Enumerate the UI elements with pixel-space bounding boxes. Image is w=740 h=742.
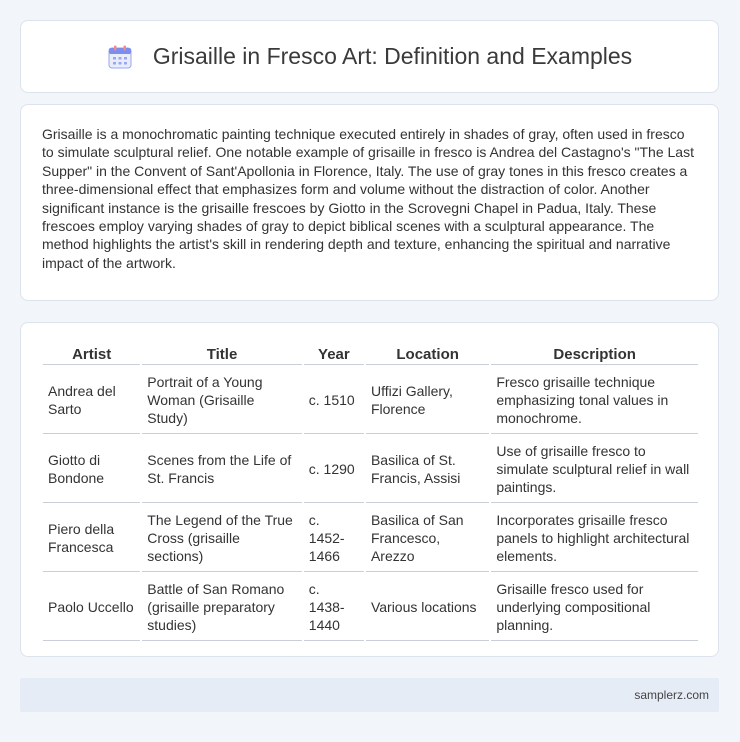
column-header-description: Description <box>491 343 698 365</box>
page-title: Grisaille in Fresco Art: Definition and Examples <box>152 43 633 69</box>
cell-location: Basilica of St. Francis, Assisi <box>366 436 489 503</box>
cell-artist: Paolo Uccello <box>43 574 140 641</box>
table-row <box>43 505 698 572</box>
footer-site-link[interactable]: samplerz.com <box>634 688 709 702</box>
cell-year: c. 1438-1440 <box>304 574 364 641</box>
footer-bar <box>20 678 719 712</box>
header <box>107 43 632 70</box>
intro-card <box>20 104 719 301</box>
cell-title: Battle of San Romano (grisaille preparatory studies) <box>142 574 301 641</box>
cell-artist: Andrea del Sarto <box>43 367 140 434</box>
cell-year: c. 1510 <box>304 367 364 434</box>
cell-year: c. 1452-1466 <box>304 505 364 572</box>
cell-description: Grisaille fresco used for underlying compositional planning. <box>491 574 698 641</box>
cell-description: Use of grisaille fresco to simulate sculptural relief in wall paintings. <box>491 436 698 503</box>
intro-paragraph: Grisaille is a monochromatic painting technique executed entirely in shades of gray, often used in fresco to simulate sculptural relief. One notable example of grisaille in fresco is Andrea del Castagno's "The Last Supper" in the Convent of Sant'Apollonia in Florence, Italy. The use of gray tones in this fresco creates a three-dimensional effect that emphasizes form and volume without the distraction of color. Another significant instance is the grisaille frescoes by Giotto in the Scrovegni Chapel in Padua, Italy. These frescoes employ varying shades of gray to depict biblical scenes with a sculptural appearance. The method highlights the artist's skill in rendering depth and texture, enhancing the spiritual and narrative impact of the artwork. <box>42 126 694 271</box>
cell-title: Portrait of a Young Woman (Grisaille Study) <box>142 367 301 434</box>
calendar-icon <box>107 44 133 70</box>
artworks-table <box>41 341 700 643</box>
cell-title: The Legend of the True Cross (grisaille sections) <box>142 505 301 572</box>
cell-location: Uffizi Gallery, Florence <box>366 367 489 434</box>
table-row <box>43 367 698 434</box>
header-card <box>20 20 719 93</box>
column-header-artist: Artist <box>43 343 140 365</box>
table-row <box>43 574 698 641</box>
cell-artist: Piero della Francesca <box>43 505 140 572</box>
table-row <box>43 436 698 503</box>
cell-description: Fresco grisaille technique emphasizing tonal values in monochrome. <box>491 367 698 434</box>
cell-year: c. 1290 <box>304 436 364 503</box>
column-header-year: Year <box>304 343 364 365</box>
cell-location: Various locations <box>366 574 489 641</box>
column-header-location: Location <box>366 343 489 365</box>
table-header-row <box>43 343 698 365</box>
cell-title: Scenes from the Life of St. Francis <box>142 436 301 503</box>
table-card <box>20 322 719 657</box>
cell-artist: Giotto di Bondone <box>43 436 140 503</box>
cell-description: Incorporates grisaille fresco panels to highlight architectural elements. <box>491 505 698 572</box>
column-header-title: Title <box>142 343 301 365</box>
cell-location: Basilica of San Francesco, Arezzo <box>366 505 489 572</box>
